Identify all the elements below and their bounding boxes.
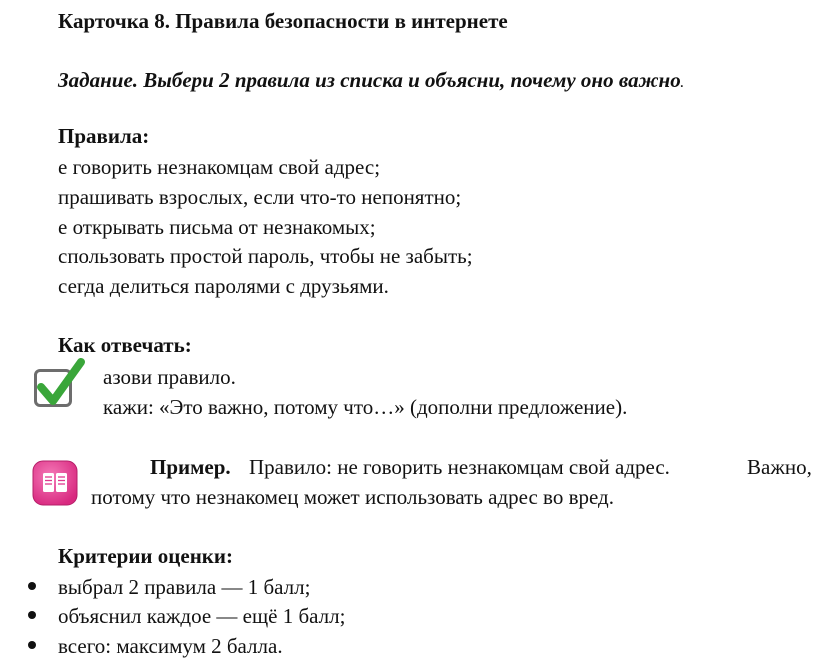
- book-icon: [32, 460, 78, 506]
- bullet-icon: [28, 582, 36, 590]
- task-text-dot: .: [680, 76, 684, 90]
- rule-item: спользовать простой пароль, чтобы не забыть;: [58, 244, 473, 268]
- rule-item: прашивать взрослых, если что-то непонятно;: [58, 185, 462, 209]
- criteria-item: всего: максимум 2 балла.: [58, 634, 283, 658]
- example-text: Правило: не говорить незнакомцам свой адрес.: [249, 455, 670, 479]
- rules-heading: Правила:: [58, 124, 150, 148]
- bullet-icon: [28, 611, 36, 619]
- answer-step: кажи: «Это важно, потому что…» (дополни предложение).: [103, 395, 628, 419]
- example-text-right: Важно,: [747, 455, 812, 479]
- criteria-heading: Критерии оценки:: [58, 544, 233, 568]
- example-text-line2: потому что незнакомец может использовать адрес во вред.: [91, 485, 614, 509]
- criteria-item: объяснил каждое — ещё 1 балл;: [58, 604, 346, 628]
- bullet-icon: [28, 641, 36, 649]
- rule-item: сегда делиться паролями с друзьями.: [58, 274, 389, 298]
- checkmark-icon: [34, 356, 86, 408]
- task-text-main: Задание. Выбери 2 правила из списка и объясни, почему оно важно: [58, 68, 681, 92]
- rule-item: е открывать письма от незнакомых;: [58, 215, 376, 239]
- card-title: Карточка 8. Правила безопасности в интернете: [58, 9, 508, 33]
- rule-item: е говорить незнакомцам свой адрес;: [58, 155, 381, 179]
- how-to-answer-heading: Как отвечать:: [58, 333, 192, 357]
- answer-step: азови правило.: [103, 365, 236, 389]
- criteria-item: выбрал 2 правила — 1 балл;: [58, 575, 311, 599]
- task-text: [58, 68, 684, 95]
- example-label: Пример.: [150, 455, 231, 479]
